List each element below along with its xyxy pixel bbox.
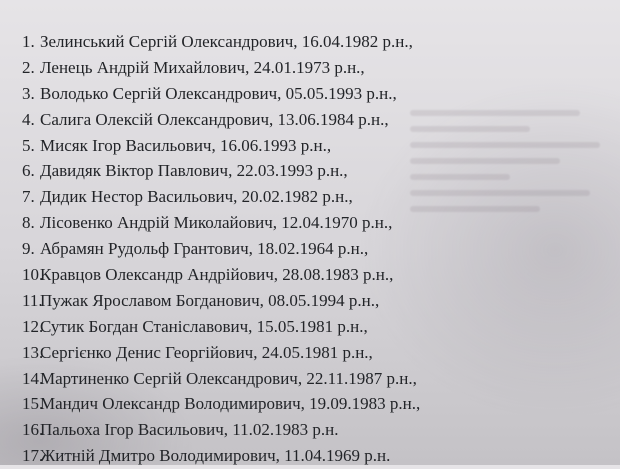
list-item xyxy=(22,314,602,340)
list-item xyxy=(22,236,602,262)
item-text: Житній Дмитро Володимирович, 11.04.1969 р.н. xyxy=(40,446,391,466)
item-text: Сергієнко Денис Георгійович, 24.05.1981 р.н., xyxy=(40,342,373,362)
item-text: Пужак Ярославом Богданович, 08.05.1994 р.н., xyxy=(40,290,380,310)
item-text: Салига Олексій Олександрович, 13.06.1984 р.н., xyxy=(40,109,389,129)
list-item xyxy=(22,288,602,314)
list-item xyxy=(22,210,602,236)
item-number: 4. xyxy=(22,109,35,129)
item-text: Пальоха Ігор Васильович, 11.02.1983 р.н. xyxy=(40,420,339,440)
item-number: 7. xyxy=(22,187,35,207)
item-text: Ленець Андрій Михайлович, 24.01.1973 р.н., xyxy=(40,57,365,77)
list-item xyxy=(22,29,602,55)
list-item xyxy=(22,366,602,392)
item-number: 16. xyxy=(22,420,44,440)
item-text: Мисяк Ігор Васильович, 16.06.1993 р.н., xyxy=(40,135,332,155)
item-text: Зелинський Сергій Олександрович, 16.04.1982 р.н., xyxy=(40,32,413,51)
item-number: 14. xyxy=(22,368,44,388)
list-item xyxy=(22,81,602,107)
item-number: 13. xyxy=(22,342,44,362)
item-text: Володько Сергій Олександрович, 05.05.1993 р.н., xyxy=(40,83,397,103)
list-item xyxy=(22,133,602,159)
item-text: Дидик Нестор Васильович, 20.02.1982 р.н., xyxy=(40,187,353,207)
item-text: Кравцов Олександр Андрійович, 28.08.1983 р.н., xyxy=(40,265,394,285)
item-number: 15. xyxy=(22,394,44,414)
list-item xyxy=(22,443,602,469)
item-number: 3. xyxy=(22,83,35,103)
item-number: 17. xyxy=(22,446,44,466)
item-text: Лісовенко Андрій Миколайович, 12.04.1970 р.н., xyxy=(40,213,393,233)
item-number: 11. xyxy=(22,290,43,310)
item-number: 2. xyxy=(22,57,35,77)
item-number: 1. xyxy=(22,32,35,51)
item-text: Сутик Богдан Станіславович, 15.05.1981 р.н., xyxy=(40,316,368,336)
list-item xyxy=(22,184,602,210)
list-item xyxy=(22,107,602,133)
item-text: Абрамян Рудольф Грантович, 18.02.1964 р.н., xyxy=(40,239,369,259)
list-item xyxy=(22,158,602,184)
item-number: 9. xyxy=(22,239,35,259)
list-item xyxy=(22,417,602,443)
item-number: 5. xyxy=(22,135,35,155)
item-number: 12. xyxy=(22,316,44,336)
item-text: Мартиненко Сергій Олександрович, 22.11.1987 р.н., xyxy=(40,368,417,388)
list-item xyxy=(22,262,602,288)
list-item xyxy=(22,391,602,417)
item-text: Мандич Олександр Володимирович, 19.09.1983 р.н., xyxy=(40,394,421,414)
item-number: 8. xyxy=(22,213,35,233)
item-number: 10. xyxy=(22,265,44,285)
list-item xyxy=(22,340,602,366)
list-item xyxy=(22,55,602,81)
item-text: Давидяк Віктор Павлович, 22.03.1993 р.н., xyxy=(40,161,348,181)
item-number: 6. xyxy=(22,161,35,181)
person-list xyxy=(22,29,602,469)
